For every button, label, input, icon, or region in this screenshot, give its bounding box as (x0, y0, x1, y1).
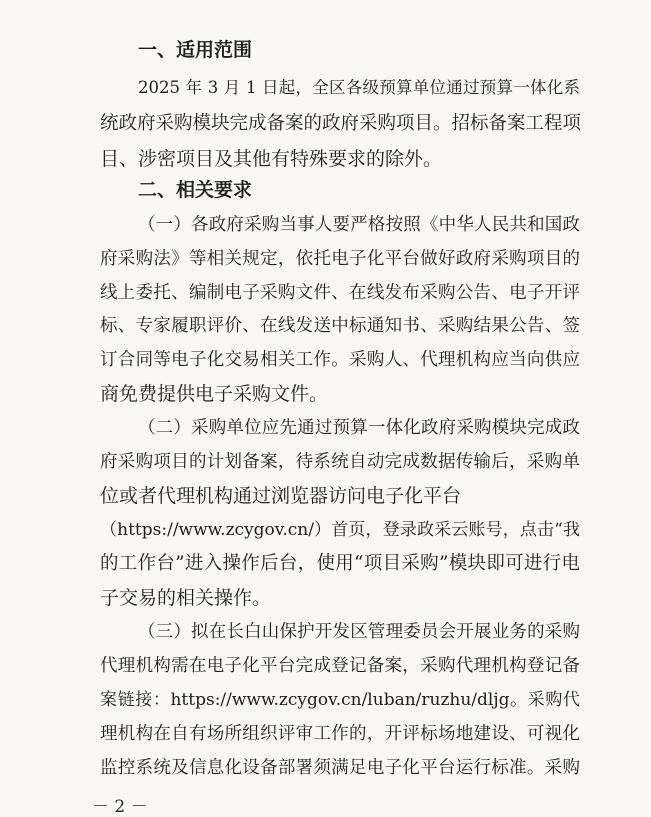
paragraph-line: 目、涉密项目及其他有特殊要求的除外。 (100, 148, 443, 170)
paragraph-line: 线上委托、编制电子采购文件、在线发布采购公告、电子开评 (100, 283, 580, 303)
paragraph-line: 统政府采购模块完成备案的政府采购项目。招标备案工程项 (100, 113, 582, 134)
paragraph-line: 理机构在自有场所组织评审工作的，开评标场地建设、可视化 (100, 724, 580, 744)
paragraph-line: （https://www.zcygov.cn/）首页，登录政采云账号，点击“我 (100, 520, 580, 540)
paragraph-line: （三）拟在长白山保护开发区管理委员会开展业务的采购 (138, 622, 580, 642)
paragraph-line: 府采购项目的计划备案，待系统自动完成数据传输后，采购单 (100, 452, 580, 472)
section-heading-scope: 一、适用范围 (138, 39, 253, 61)
paragraph-line: 府采购法》等相关规定，依托电子化平台做好政府采购项目的 (100, 249, 580, 269)
paragraph-line: （一）各政府采购当事人要严格按照《中华人民共和国政 (138, 215, 580, 235)
paragraph-line: 监控系统及信息化设备部署须满足电子化平台运行标准。采购 (100, 758, 580, 778)
page-number: － 2 － (92, 797, 148, 817)
paragraph-line: （二）采购单位应先通过预算一体化政府采购模块完成政 (138, 418, 580, 438)
paragraph-line: 商免费提供电子采购文件。 (100, 383, 329, 405)
paragraph-line: 订合同等电子化交易相关工作。采购人、代理机构应当向供应 (100, 350, 580, 370)
paragraph-line: 的工作台”进入操作后台，使用“项目采购”模块即可进行电 (100, 553, 580, 574)
section-heading-requirements: 二、相关要求 (138, 179, 253, 201)
paragraph-line: 位或者代理机构通过浏览器访问电子化平台 (100, 485, 462, 507)
paragraph-line: 子交易的相关操作。 (100, 587, 272, 609)
paragraph-line: 2025 年 3 月 1 日起，全区各级预算单位通过预算一体化系 (138, 78, 580, 97)
paragraph-line: 代理机构需在电子化平台完成登记备案，采购代理机构登记备 (100, 656, 580, 676)
paragraph-line: 案链接：https://www.zcygov.cn/luban/ruzhu/dljg。采购代 (100, 690, 580, 710)
paragraph-line: 标、专家履职评价、在线发送中标通知书、采购结果公告、签 (100, 316, 580, 336)
